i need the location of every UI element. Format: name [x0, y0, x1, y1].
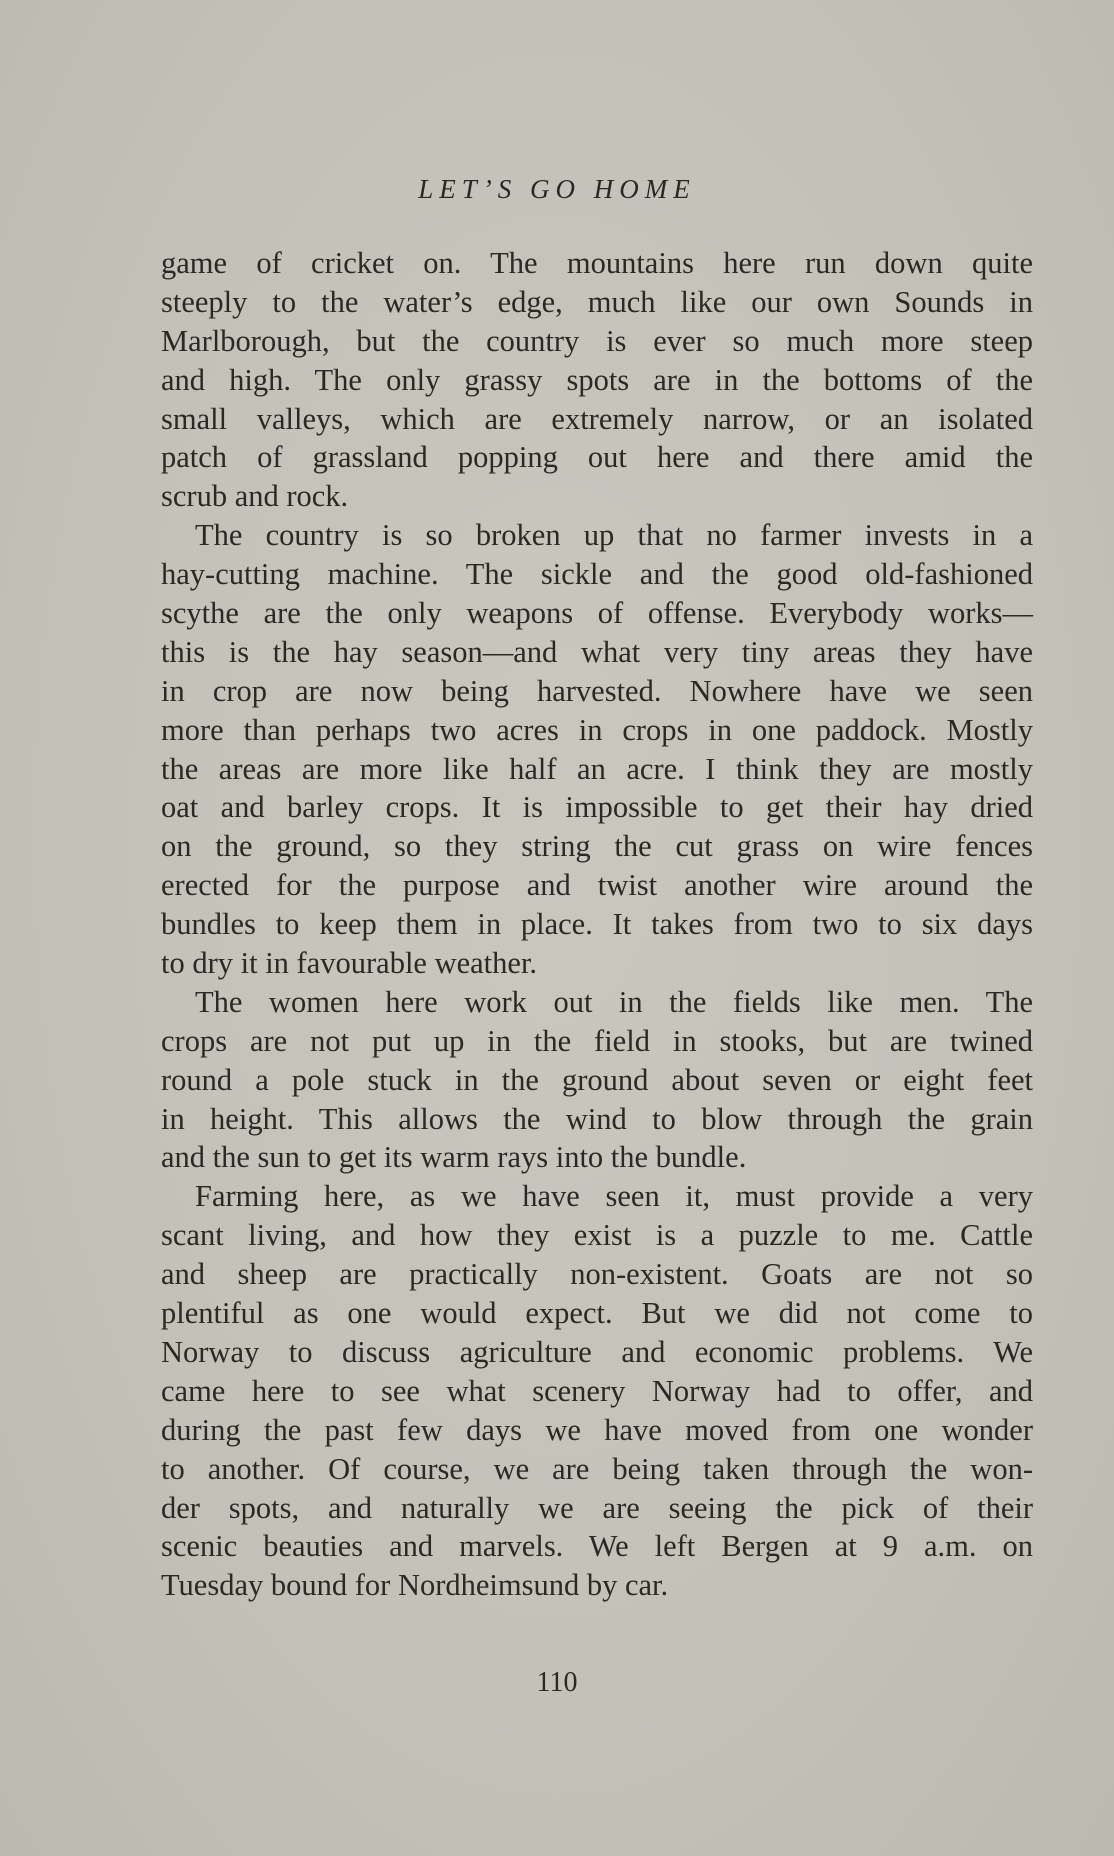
text-line: Farming here, as we have seen it, must provide a very [195, 1179, 1033, 1214]
text-line: this is the hay season—and what very tiny areas they have [161, 634, 1033, 669]
body-text [161, 244, 1033, 1605]
text-line: scythe are the only weapons of offense. Everybody works— [161, 596, 1033, 631]
text-line: more than perhaps two acres in crops in one paddock. Mostly [161, 712, 1033, 747]
text-line: bundles to keep them in place. It takes from two to six days [161, 907, 1033, 942]
text-line: Tuesday bound for Nordheimsund by car. [161, 1568, 669, 1603]
text-line: hay-cutting machine. The sickle and the good old-fashioned [161, 557, 1033, 592]
text-line: The country is so broken up that no farmer invests in a [195, 518, 1033, 553]
text-line: patch of grassland popping out here and there amid the [161, 440, 1033, 475]
text-line: crops are not put up in the field in stooks, but are twined [161, 1023, 1033, 1058]
text-line: der spots, and naturally we are seeing the pick of their [161, 1490, 1033, 1525]
text-line: to another. Of course, we are being taken through the won- [161, 1451, 1033, 1486]
text-line: steeply to the water’s edge, much like our own Sounds in [161, 284, 1033, 319]
text-line: oat and barley crops. It is impossible to get their hay dried [161, 790, 1033, 825]
paragraph [161, 244, 1033, 516]
text-line: in crop are now being harvested. Nowhere have we seen [161, 673, 1033, 708]
text-line: the areas are more like half an acre. I think they are mostly [161, 751, 1033, 786]
text-line: and the sun to get its warm rays into the bundle. [161, 1140, 747, 1175]
page-number: 110 [536, 1667, 578, 1698]
paragraph [161, 516, 1033, 983]
text-line: to dry it in favourable weather. [161, 946, 538, 981]
text-line: small valleys, which are extremely narrow, or an isolated [161, 401, 1033, 436]
text-line: game of cricket on. The mountains here run down quite [161, 246, 1033, 280]
text-line: during the past few days we have moved from one wonder [161, 1412, 1033, 1447]
text-line: and high. The only grassy spots are in the bottoms of the [161, 362, 1033, 397]
text-line: plentiful as one would expect. But we did not come to [161, 1296, 1033, 1331]
text-line: erected for the purpose and twist another wire around the [161, 868, 1033, 903]
text-line: Norway to discuss agriculture and economic problems. We [161, 1334, 1033, 1369]
text-line: Marlborough, but the country is ever so much more steep [161, 323, 1033, 358]
text-line: scrub and rock. [161, 479, 349, 514]
text-line: and sheep are practically non-existent. Goats are not so [161, 1257, 1033, 1292]
paragraph [161, 1177, 1033, 1605]
text-line: scant living, and how they exist is a puzzle to me. Cattle [161, 1218, 1033, 1253]
text-line: The women here work out in the fields like men. The [195, 984, 1033, 1019]
running-header: LET’S GO HOME [418, 174, 696, 204]
paragraph [161, 983, 1033, 1177]
text-line: in height. This allows the wind to blow through the grain [161, 1101, 1033, 1136]
text-line: came here to see what scenery Norway had to offer, and [161, 1373, 1033, 1408]
text-line: on the ground, so they string the cut grass on wire fences [161, 829, 1033, 864]
text-line: round a pole stuck in the ground about seven or eight feet [161, 1062, 1033, 1097]
text-line: scenic beauties and marvels. We left Bergen at 9 a.m. on [161, 1529, 1033, 1564]
